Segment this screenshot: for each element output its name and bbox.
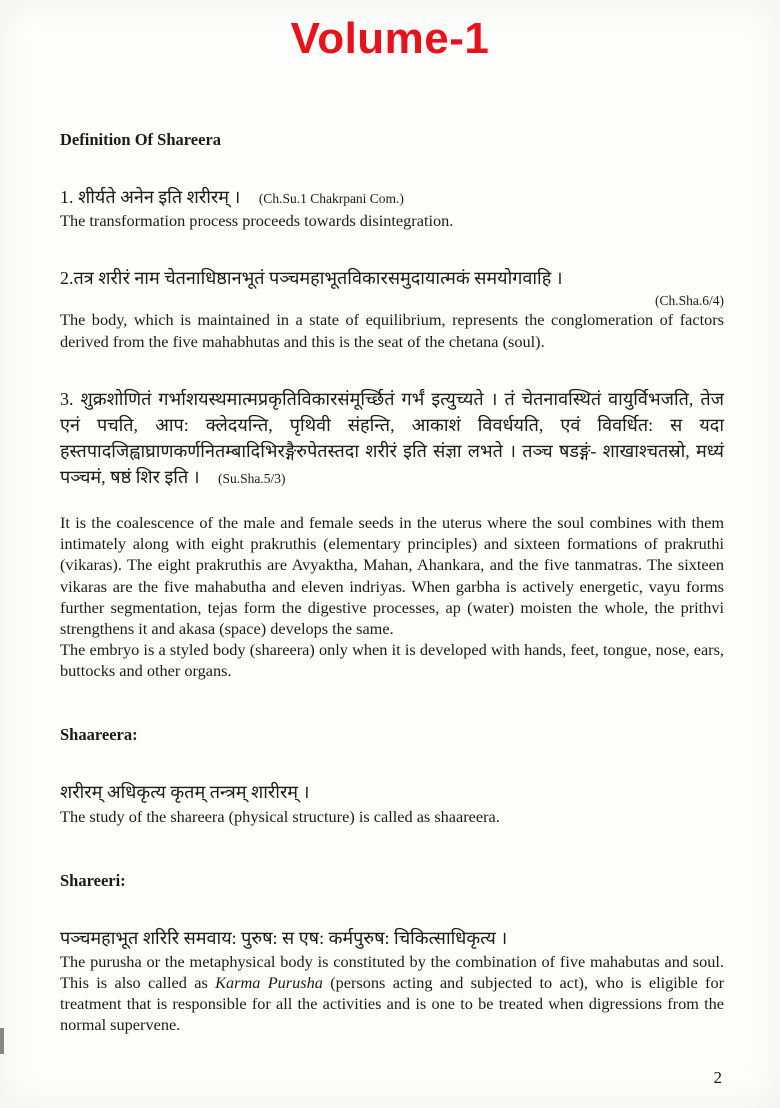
verse-2-reference: (Ch.Sha.6/4) [655,293,724,309]
section-heading-shareeri: Shareeri: [60,870,126,890]
translation-shareeri-before: The purusha or the metaphysical body is constituted by the combination of five mahabutas and soul. This is also called as [60,951,724,992]
scan-edge-mark [0,1028,4,1054]
section-heading-shaareera: Shaareera: [60,725,138,745]
sanskrit-verse-3 [60,386,724,490]
sanskrit-shareeri: पञ्चमहाभूत शरिरि समवाय: पुरुष: स एष: कर्मपुरुष: चिकित्साधिकृत्य । [60,927,508,948]
page-title: Volume-1 [290,14,490,63]
translation-shareeri [60,951,724,1036]
sanskrit-shaareera: शरीरम् अधिकृत्य कृतम् तन्त्रम् शारीरम् । [60,782,310,803]
translation-shareeri-italic-term: Karma Purusha [215,972,323,992]
section-heading-definition: Definition Of Shareera [60,130,222,149]
sanskrit-verse-3-text: 3. शुक्रशोणितं गर्भाशयस्थमात्मप्रकृतिविकारसंमूर्च्छितं गर्भं इत्युच्यते । तं चेतनावस्थितं वायुर्विभजति, तेज एनं पचति, आप: क्लेदयन्ति, पृथिवी संहन्ति, आकाशं विवर्धयति, एवं विवर्धित: स यदा हस्तपादजिह्वाघ्राणकर्णनितम्बादिभिरङ्गैरुपेतस्तदा शरीरं इति संज्ञा लभते । तञ्च षडङ्गं- शाखाश्चतस्रो, मध्यं पञ्चमं, षष्ठं शिर इति । [60,388,724,487]
page-content [0,130,780,1036]
translation-3-paragraph-2: The embryo is a styled body (shareera) only when it is developed with hands, feet, tongue, nose, ears, buttocks and other organs. [60,640,724,681]
translation-1: The transformation process proceeds towards disintegration. [60,211,454,231]
translation-shareeri-after: (persons acting and subjected to act), who is eligible for treatment that is responsible for all the activities and is one to be treated when digressions from the normal supervene. [60,972,725,1035]
translation-shaareera: The study of the shareera (physical structure) is called as shaareera. [60,806,500,826]
translation-2: The body, which is maintained in a state of equilibrium, represents the conglomeration of factors derived from the five mahabhutas and this is the seat of the chetana (soul). [60,310,724,351]
translation-3-paragraph-1: It is the coalescence of the male and female seeds in the uterus where the soul combines with them intimately along with eight prakruthis (elementary principles) and sixteen formations of prakruthi (vikaras). The eight prakruthis are Avyaktha, Mahan, Ahankara, and the five tanmatras. The sixteen vikaras are the five mahabutha and eleven indriyas. When garbha is actively energetic, vayu forms further segmentation, tejas form the digestive processes, ap (water) moisten the whole, the prithvi strengthens it and akasa (space) develops the same. [60,513,724,638]
page-number: 2 [713,1068,722,1087]
sanskrit-verse-1-text: 1. शीर्यते अनेन इति शरीरम् । [60,187,241,207]
sanskrit-verse-2: 2.तत्र शरीरं नाम चेतनाधिष्ठानभूतं पञ्चमहाभूतविकारसमुदायात्मकं समयोगवाहि । [60,268,563,289]
verse-3-reference: (Su.Sha.5/3) [218,470,286,486]
sanskrit-verse-1 [60,184,724,210]
verse-1-reference: (Ch.Su.1 Chakrpani Com.) [258,191,404,206]
